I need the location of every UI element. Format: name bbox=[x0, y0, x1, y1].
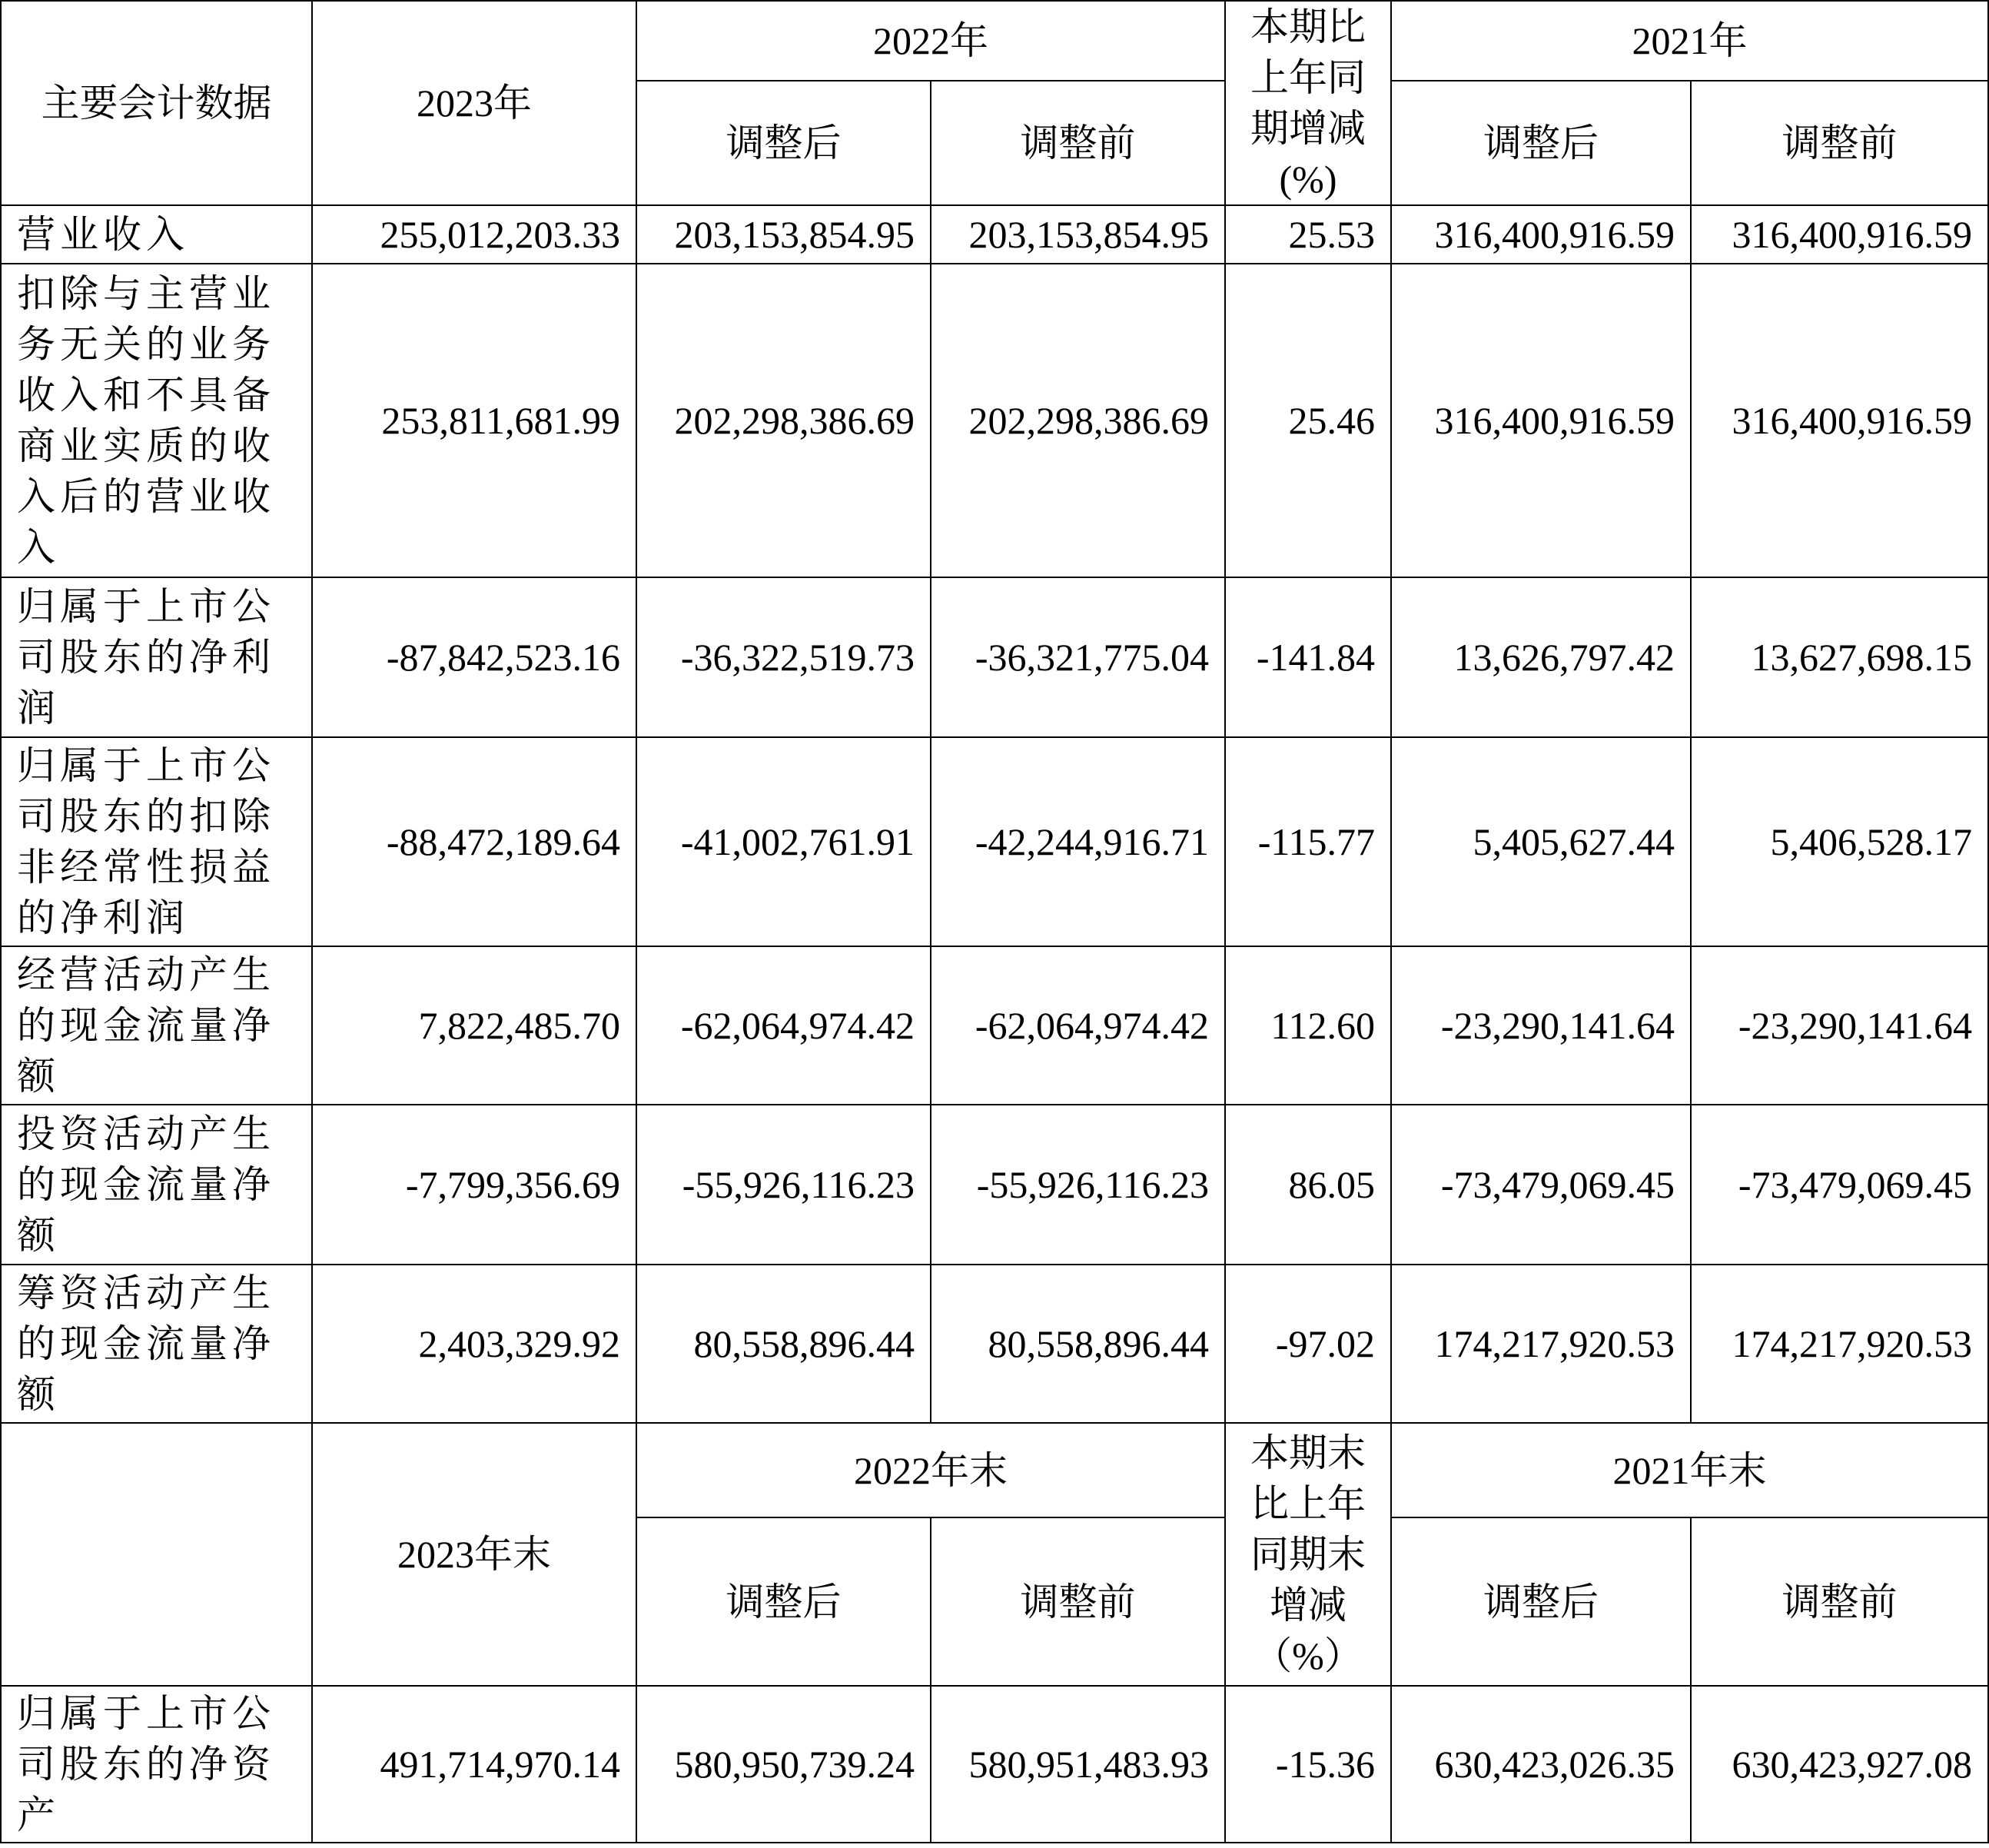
row-label: 归属于上市公司股东的净利润 bbox=[1, 577, 312, 737]
cell-2021-before-adjust: 174,217,920.53 bbox=[1691, 1265, 1988, 1423]
row-label: 经营活动产生的现金流量净额 bbox=[1, 946, 312, 1105]
cell-2021-before-adjust: -23,290,141.64 bbox=[1691, 946, 1988, 1105]
cell-2023: -87,842,523.16 bbox=[312, 577, 636, 737]
row-label: 投资活动产生的现金流量净额 bbox=[1, 1105, 312, 1265]
cell-2021-adjusted: 316,400,916.59 bbox=[1391, 205, 1691, 264]
cell-2022-before-adjust: 80,558,896.44 bbox=[931, 1265, 1225, 1423]
cell-change: 25.53 bbox=[1225, 205, 1391, 264]
row-label: 扣除与主营业务无关的业务收入和不具备商业实质的收入后的营业收入 bbox=[1, 264, 312, 577]
header2-2022-before-adjust: 调整前 bbox=[931, 1517, 1225, 1686]
cell-2021-adjusted: 13,626,797.42 bbox=[1391, 577, 1691, 737]
cell-change: 25.46 bbox=[1225, 264, 1391, 577]
cell-2021-adjusted: 174,217,920.53 bbox=[1391, 1265, 1691, 1423]
cell-2021-before-adjust: -73,479,069.45 bbox=[1691, 1105, 1988, 1265]
table-row bbox=[1, 1686, 1988, 1843]
cell-2023: 253,811,681.99 bbox=[312, 264, 636, 577]
header2-year-2022-end: 2022年末 bbox=[636, 1423, 1225, 1517]
cell-2023: -7,799,356.69 bbox=[312, 1105, 636, 1265]
header-2022-adjusted: 调整后 bbox=[636, 81, 931, 205]
cell-2022-adjusted: -62,064,974.42 bbox=[636, 946, 931, 1105]
header-main-data: 主要会计数据 bbox=[1, 1, 312, 205]
cell-2021-before-adjust: 316,400,916.59 bbox=[1691, 205, 1988, 264]
cell-2021-end-adjusted: 630,423,026.35 bbox=[1391, 1686, 1691, 1843]
cell-2022-before-adjust: -36,321,775.04 bbox=[931, 577, 1225, 737]
header-2021-adjusted: 调整后 bbox=[1391, 81, 1691, 205]
table-row bbox=[1, 205, 1988, 264]
cell-2021-before-adjust: 316,400,916.59 bbox=[1691, 264, 1988, 577]
cell-2022-before-adjust: -55,926,116.23 bbox=[931, 1105, 1225, 1265]
cell-2023-end: 491,714,970.14 bbox=[312, 1686, 636, 1843]
cell-change: -115.77 bbox=[1225, 737, 1391, 946]
table-row bbox=[1, 946, 1988, 1105]
cell-2022-adjusted: -55,926,116.23 bbox=[636, 1105, 931, 1265]
table-row bbox=[1, 264, 1988, 577]
cell-2021-adjusted: 316,400,916.59 bbox=[1391, 264, 1691, 577]
header2-year-2023-end: 2023年末 bbox=[312, 1423, 636, 1686]
table-row bbox=[1, 1265, 1988, 1423]
table-row bbox=[1, 737, 1988, 946]
cell-2023: -88,472,189.64 bbox=[312, 737, 636, 946]
cell-2021-adjusted: -23,290,141.64 bbox=[1391, 946, 1691, 1105]
cell-change: 112.60 bbox=[1225, 946, 1391, 1105]
header2-year-2021-end: 2021年末 bbox=[1391, 1423, 1988, 1517]
header-year-2021: 2021年 bbox=[1391, 1, 1988, 81]
cell-2022-before-adjust: 202,298,386.69 bbox=[931, 264, 1225, 577]
cell-2022-before-adjust: 203,153,854.95 bbox=[931, 205, 1225, 264]
header2-blank bbox=[1, 1423, 312, 1686]
header-year-2022: 2022年 bbox=[636, 1, 1225, 81]
header2-2021-before-adjust: 调整前 bbox=[1691, 1517, 1988, 1686]
cell-2021-adjusted: -73,479,069.45 bbox=[1391, 1105, 1691, 1265]
table-row bbox=[1, 577, 1988, 737]
cell-2021-before-adjust: 13,627,698.15 bbox=[1691, 577, 1988, 737]
row-label: 归属于上市公司股东的扣除非经常性损益的净利润 bbox=[1, 737, 312, 946]
cell-2023: 7,822,485.70 bbox=[312, 946, 636, 1105]
header-row-top bbox=[1, 1, 1988, 81]
cell-change: -15.36 bbox=[1225, 1686, 1391, 1843]
header2-row-top bbox=[1, 1423, 1988, 1517]
cell-2022-adjusted: 202,298,386.69 bbox=[636, 264, 931, 577]
header2-2022-adjusted: 调整后 bbox=[636, 1517, 931, 1686]
cell-change: 86.05 bbox=[1225, 1105, 1391, 1265]
header-2022-before-adjust: 调整前 bbox=[931, 81, 1225, 205]
cell-2022-adjusted: -36,322,519.73 bbox=[636, 577, 931, 737]
cell-2023: 255,012,203.33 bbox=[312, 205, 636, 264]
cell-2022-end-before-adjust: 580,951,483.93 bbox=[931, 1686, 1225, 1843]
cell-2022-adjusted: -41,002,761.91 bbox=[636, 737, 931, 946]
cell-2021-before-adjust: 5,406,528.17 bbox=[1691, 737, 1988, 946]
row-label: 归属于上市公司股东的净资产 bbox=[1, 1686, 312, 1843]
cell-2022-before-adjust: -62,064,974.42 bbox=[931, 946, 1225, 1105]
cell-change: -141.84 bbox=[1225, 577, 1391, 737]
cell-2023: 2,403,329.92 bbox=[312, 1265, 636, 1423]
header-year-2023: 2023年 bbox=[312, 1, 636, 205]
cell-change: -97.02 bbox=[1225, 1265, 1391, 1423]
header-change-pct: 本期比上年同期增减(%) bbox=[1225, 1, 1391, 205]
cell-2021-adjusted: 5,405,627.44 bbox=[1391, 737, 1691, 946]
cell-2022-before-adjust: -42,244,916.71 bbox=[931, 737, 1225, 946]
cell-2021-end-before-adjust: 630,423,927.08 bbox=[1691, 1686, 1988, 1843]
cell-2022-adjusted: 80,558,896.44 bbox=[636, 1265, 931, 1423]
table-row bbox=[1, 1105, 1988, 1265]
cell-2022-adjusted: 203,153,854.95 bbox=[636, 205, 931, 264]
row-label: 营业收入 bbox=[1, 205, 312, 264]
row-label: 筹资活动产生的现金流量净额 bbox=[1, 1265, 312, 1423]
header2-2021-adjusted: 调整后 bbox=[1391, 1517, 1691, 1686]
header2-change-pct: 本期末比上年同期末增减（%） bbox=[1225, 1423, 1391, 1686]
cell-2022-end-adjusted: 580,950,739.24 bbox=[636, 1686, 931, 1843]
header-2021-before-adjust: 调整前 bbox=[1691, 81, 1988, 205]
